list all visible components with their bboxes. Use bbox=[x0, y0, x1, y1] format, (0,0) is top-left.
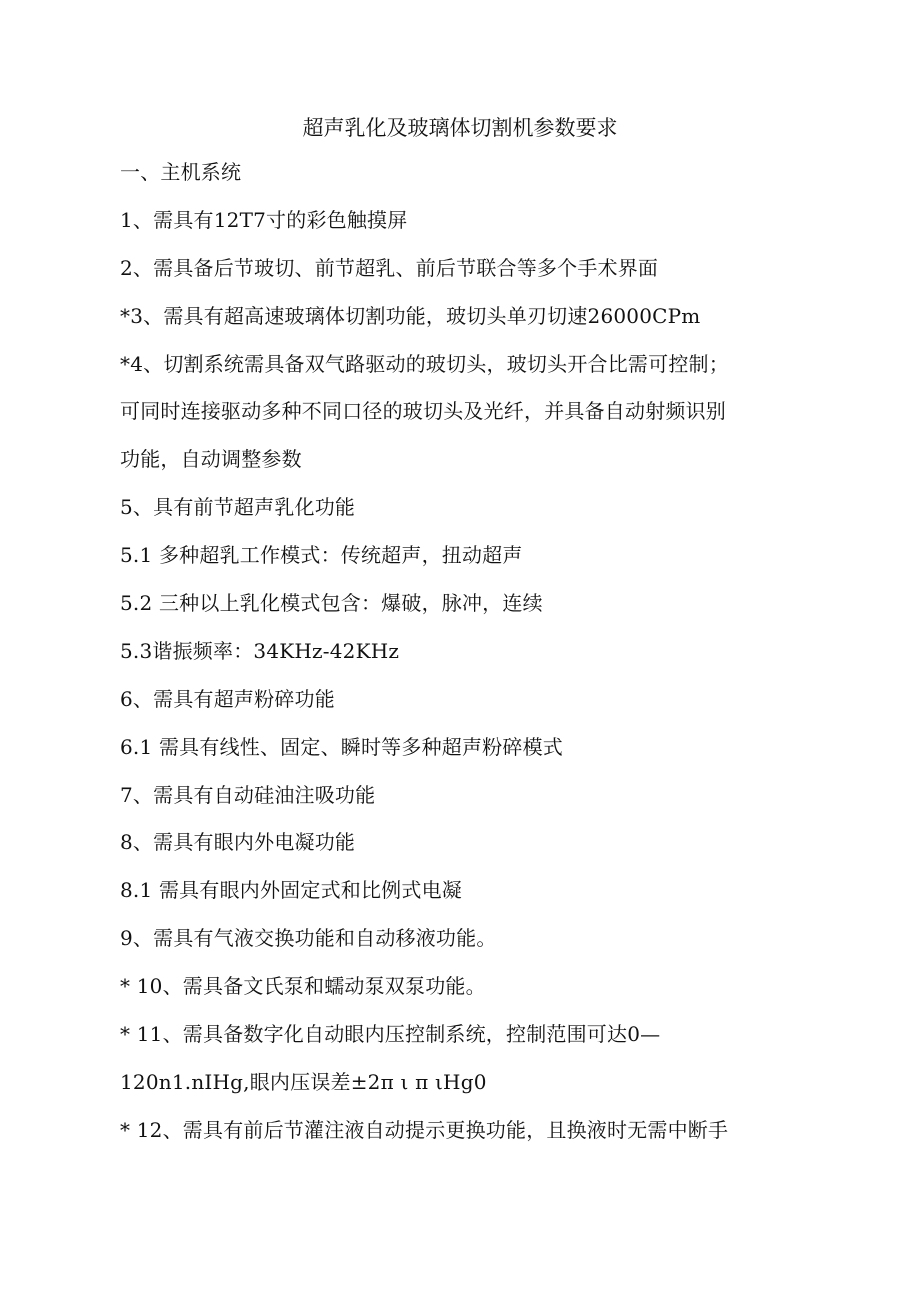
requirement-line: 9、需具有气液交换功能和自动移液功能。 bbox=[120, 926, 497, 951]
requirement-line: 120n1.nIHg,眼内压误差±2π ι π ιHg0 bbox=[120, 1069, 487, 1094]
requirement-line: * 12、需具有前后节灌注液自动提示更换功能，且换液时无需中断手 bbox=[120, 1117, 729, 1142]
requirement-line: 8、需具有眼内外电凝功能 bbox=[120, 830, 356, 855]
requirement-line: 可同时连接驱动多种不同口径的玻切头及光纤，并具备自动射频识别 bbox=[120, 399, 726, 424]
requirements-list bbox=[120, 156, 820, 1162]
requirement-line: 5.3谐振频率：34KHz-42KHz bbox=[120, 638, 400, 663]
document-title: 超声乳化及玻璃体切割机参数要求 bbox=[302, 116, 618, 140]
requirement-line: 8.1 需具有眼内外固定式和比例式电凝 bbox=[120, 878, 462, 903]
requirement-line: 功能，自动调整参数 bbox=[120, 447, 302, 472]
requirement-line: * 11、需具备数字化自动眼内压控制系统，控制范围可达0— bbox=[120, 1022, 661, 1047]
requirement-line: *3、需具有超高速玻璃体切割功能，玻切头单刃切速26000CPm bbox=[120, 303, 701, 328]
requirement-line: 5、具有前节超声乳化功能 bbox=[120, 495, 356, 520]
requirement-line: 2、需具备后节玻切、前节超乳、前后节联合等多个手术界面 bbox=[120, 255, 659, 280]
requirement-line: 6、需具有超声粉碎功能 bbox=[120, 686, 335, 711]
requirement-line: 5.2 三种以上乳化模式包含：爆破，脉冲，连续 bbox=[120, 591, 543, 616]
requirement-line: 1、需具有12T7寸的彩色触摸屏 bbox=[120, 207, 408, 232]
requirement-line: 6.1 需具有线性、固定、瞬时等多种超声粉碎模式 bbox=[120, 734, 563, 759]
requirement-line: * 10、需具备文氏泵和蠕动泵双泵功能。 bbox=[120, 974, 486, 999]
requirement-line: 5.1 多种超乳工作模式：传统超声，扭动超声 bbox=[120, 543, 523, 568]
requirement-line: 7、需具有自动硅油注吸功能 bbox=[120, 782, 376, 807]
requirement-line: *4、切割系统需具备双气路驱动的玻切头，玻切头开合比需可控制； bbox=[120, 351, 729, 376]
section-heading-host-system: 一、主机系统 bbox=[120, 160, 242, 184]
